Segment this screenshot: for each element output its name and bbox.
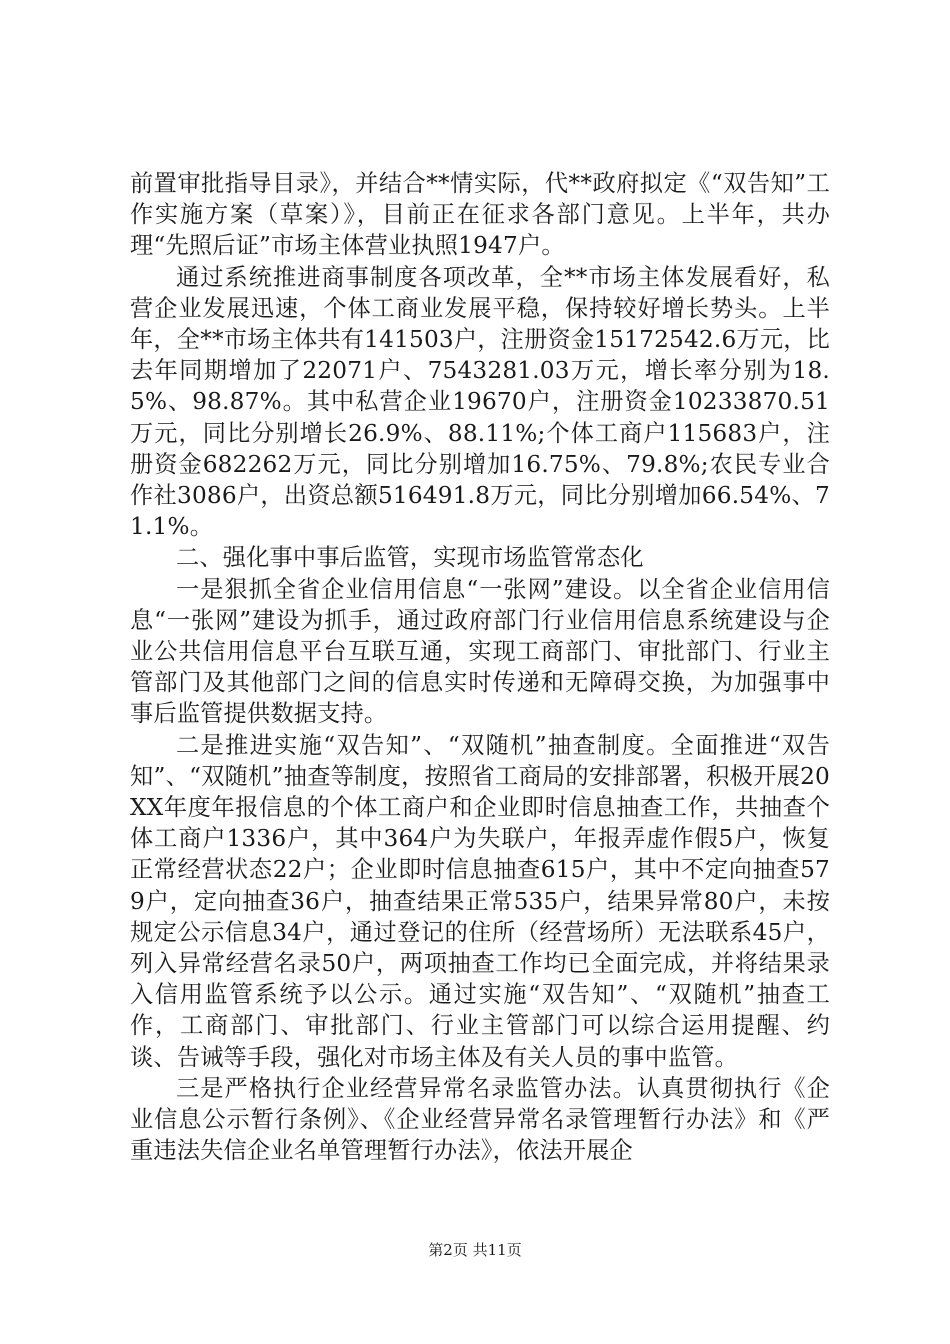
paragraph-abnormal-list: 三是严格执行企业经营异常名录监管办法。认真贯彻执行《企业信息公示暂行条例》、《企业经营异常名录管理暂行办法》和《严重违法失信企业名单管理暂行办法》，依法开展企 <box>130 1074 830 1165</box>
paragraph-credit-network: 一是狠抓全省企业信用信息“一张网”建设。以全省企业信用信息“一张网”建设为抓手，通过政府部门行业信用信息系统建设与企业公共信用信息平台互联互通，实现工商部门、审批部门、行业主管部门及其他部门之间的信息实时传递和无障碍交换，为加强事中事后监管提供数据支持。 <box>130 575 830 728</box>
section-heading-supervision: 二、强化事中事后监管，实现市场监管常态化 <box>176 544 644 572</box>
page-footer: 第2页 共11页 <box>428 1241 522 1259</box>
paragraph-random-inspection: 二是推进实施“双告知”、“双随机”抽查制度。全面推进“双告知”、“双随机”抽查等制度，按照省工商局的安排部署，积极开展20XX年度年报信息的个体工商户和企业即时信息抽查工作，共抽查个体工商户1336户，其中364户为失联户，年报弄虚作假5户，恢复正常经营状态22户；企业即时信息抽查615户，其中不定向抽查579户，定向抽查36户，抽查结果正常535户，结果异常80户，未按规定公示信息34户，通过登记的住所（经营场所）无法联系45户，列入异常经营名录50户，两项抽查工作均已全面完成，并将结果录入信用监管系统予以公示。通过实施“双告知”、“双随机”抽查工作，工商部门、审批部门、行业主管部门可以综合运用提醒、约谈、告诫等手段，强化对市场主体及有关人员的事中监管。 <box>130 731 830 1071</box>
paragraph-market-growth: 通过系统推进商事制度各项改革，全**市场主体发展看好，私营企业发展迅速，个体工商业发展平稳，保持较好增长势头。上半年，全**市场主体共有141503户，注册资金15172542.6万元，比去年同期增加了22071户、7543281.03万元，增长率分别为18.5%、98.87%。其中私营企业19670户，注册资金10233870.51万元，同比分别增长26.9%、88.11%;个体工商户115683户，注册资金682262万元，同比分别增加16.75%、79.8%;农民专业合作社3086户，出资总额516491.8万元，同比分别增加66.54%、71.1%。 <box>130 263 830 541</box>
paragraph-continuation: 前置审批指导目录》，并结合**情实际，代**政府拟定《“双告知”工作实施方案（草案）》，目前正在征求各部门意见。上半年，共办理“先照后证”市场主体营业执照1947户。 <box>130 170 830 260</box>
document-body <box>130 168 830 1167</box>
